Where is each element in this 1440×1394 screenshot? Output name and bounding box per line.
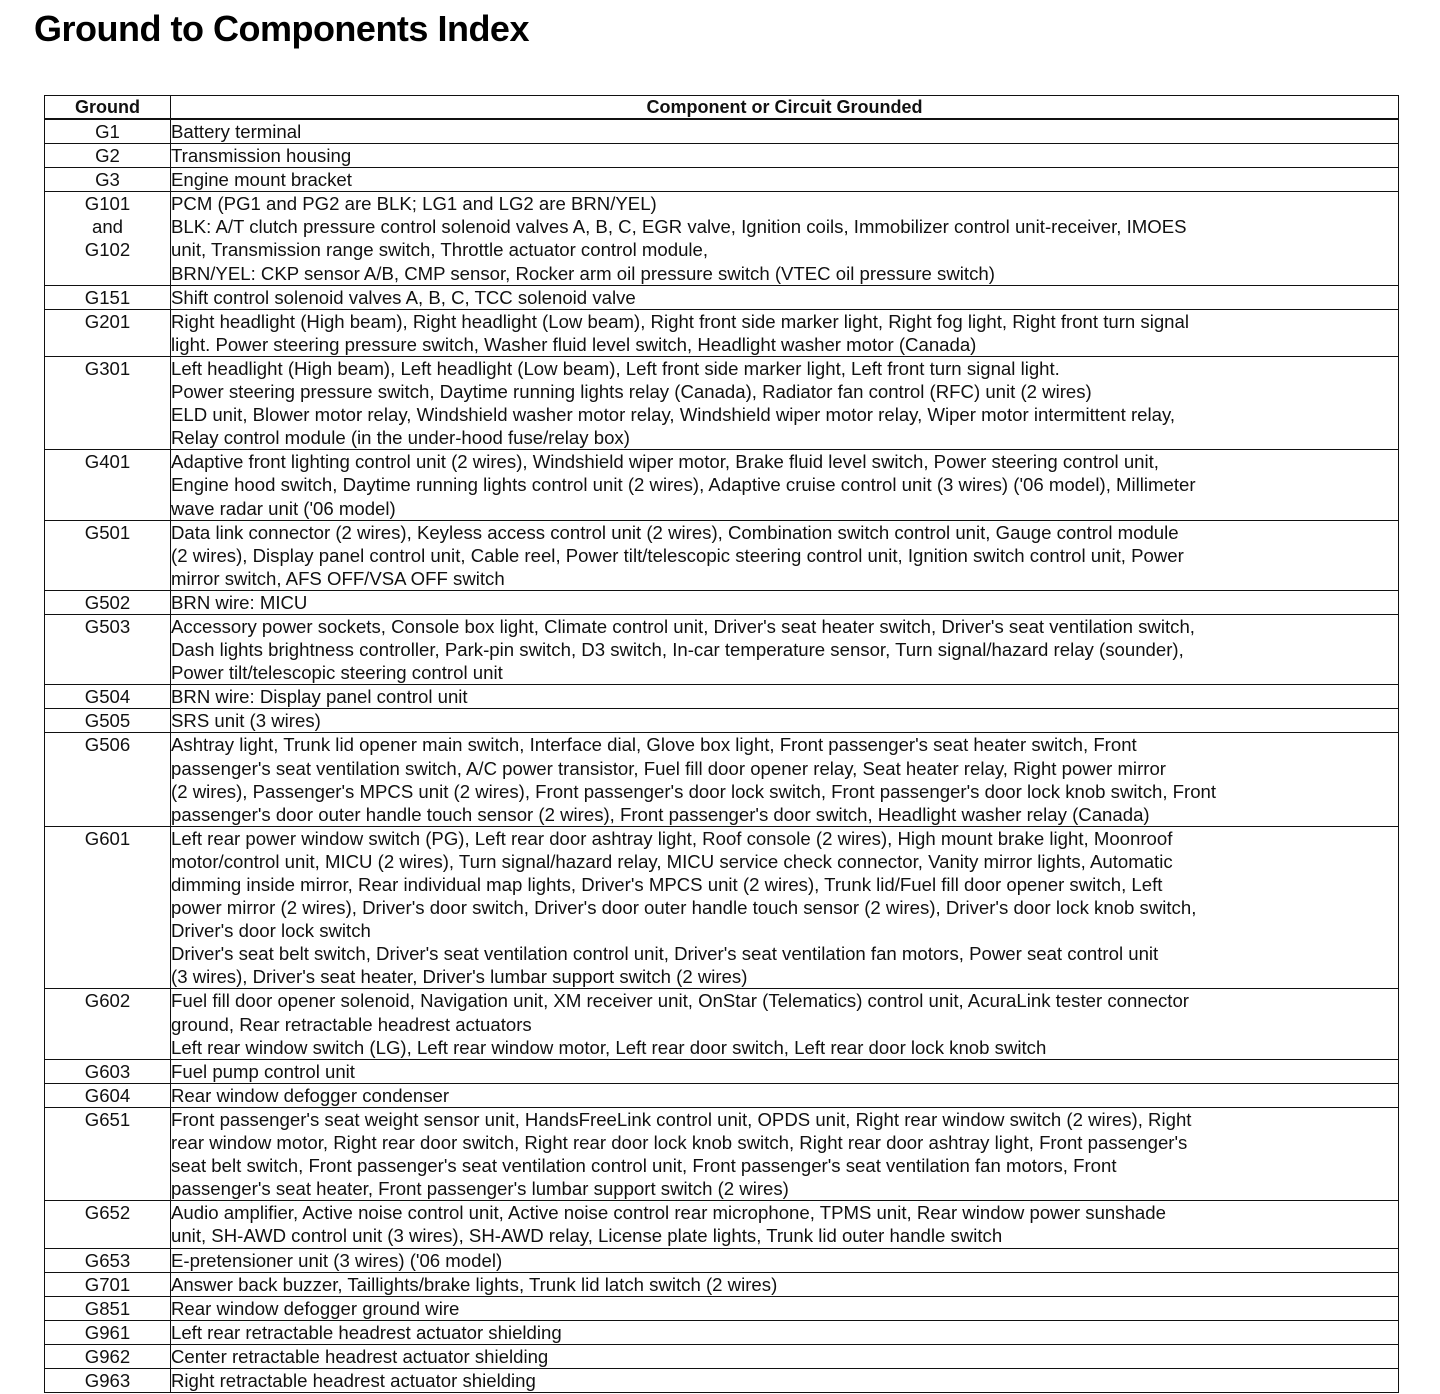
ground-id: G1 [95,121,120,142]
component-cell [171,144,1399,168]
table-row [45,356,1399,449]
component-text-line: Power steering pressure switch, Daytime running lights relay (Canada), Radiator fan control (RFC) unit (2 wires) [171,381,1092,403]
ground-id: G201 [84,310,131,332]
ground-cell [45,356,171,449]
ground-cell [45,1368,171,1392]
component-text-line: Ashtray light, Trunk lid opener main switch, Interface dial, Glove box light, Front passenger's seat heater switch, Front [171,734,1137,756]
ground-id: G653 [84,1249,131,1271]
ground-id: G401 [84,451,131,473]
page-title: Ground to Components Index [34,8,529,49]
ground-index-table [44,95,1399,1393]
ground-id: G502 [84,591,131,613]
table-row [45,192,1399,285]
ground-cell [45,1201,171,1248]
ground-id: G851 [84,1297,131,1319]
ground-cell [45,192,171,285]
component-cell [171,989,1399,1059]
ground-cell [45,1320,171,1344]
component-cell [171,1248,1399,1272]
component-text-line: Battery terminal [171,121,302,142]
component-text-line: Rear window defogger condenser [171,1084,450,1106]
ground-id: G101 [84,193,131,215]
component-text-line: dimming inside mirror, Rear individual map lights, Driver's MPCS unit (2 wires), Trunk lid/Fuel fill door opener switch, Left [171,874,1163,895]
ground-cell [45,1296,171,1320]
ground-cell [45,590,171,614]
component-cell [171,285,1399,309]
table-row [45,1083,1399,1107]
ground-id: G701 [84,1273,131,1295]
component-text-line: (2 wires), Display panel control unit, Cable reel, Power tilt/telescopic steering control unit, Ignition switch control unit, Power [171,544,1184,566]
ground-cell [45,450,171,520]
component-text-line: BLK: A/T clutch pressure control solenoid valves A, B, C, EGR valve, Ignition coils, Immobilizer control unit-receiver, IMOES [171,216,1187,238]
ground-id: G2 [95,145,120,167]
component-text-line: wave radar unit ('06 model) [171,497,396,519]
component-cell [171,119,1399,144]
component-text-line: Engine mount bracket [171,169,352,191]
component-text-line: Audio amplifier, Active noise control unit, Active noise control rear microphone, TPMS unit, Rear window power sunshade [171,1202,1166,1224]
component-text-line: Right retractable headrest actuator shielding [171,1369,536,1391]
component-text-line: Left rear power window switch (PG), Left rear door ashtray light, Roof console (2 wires), High mount brake light, Moonroof [171,827,1173,849]
component-text-line: Relay control module (in the under-hood fuse/relay box) [171,427,630,449]
component-text-line: Accessory power sockets, Console box light, Climate control unit, Driver's seat heater switch, Driver's seat ventilation switch, [171,615,1195,637]
table-row [45,309,1399,356]
ground-column-header: Ground [45,96,171,120]
ground-id: G503 [84,615,131,637]
component-text-line: Fuel fill door opener solenoid, Navigation unit, XM receiver unit, OnStar (Telematics) control unit, AcuraLink tester connector [171,990,1189,1012]
component-text-line: E-pretensioner unit (3 wires) ('06 model) [171,1249,503,1271]
ground-cell [45,1248,171,1272]
table-row [45,590,1399,614]
table-row [45,168,1399,192]
component-cell [171,1344,1399,1368]
component-text-line: Center retractable headrest actuator shielding [171,1345,549,1367]
table-row [45,144,1399,168]
table-row [45,285,1399,309]
component-text-line: Answer back buzzer, Taillights/brake lights, Trunk lid latch switch (2 wires) [171,1273,778,1295]
component-text-line: seat belt switch, Front passenger's seat ventilation control unit, Front passenger's seat ventilation fan motors, Front [171,1155,1117,1177]
ground-cell [45,1059,171,1083]
ground-cell [45,989,171,1059]
component-text-line: Power tilt/telescopic steering control unit [171,662,503,684]
table-row [45,1368,1399,1392]
table-row [45,1059,1399,1083]
component-text-line: Front passenger's seat weight sensor unit, HandsFreeLink control unit, OPDS unit, Right rear window switch (2 wires), Right [171,1108,1192,1130]
component-cell [171,356,1399,449]
component-text-line: PCM (PG1 and PG2 are BLK; LG1 and LG2 are BRN/YEL) [171,193,657,215]
ground-cell [45,285,171,309]
component-text-line: Driver's seat belt switch, Driver's seat ventilation control unit, Driver's seat ventilation fan motors, Power seat control unit [171,943,1159,965]
component-text-line: passenger's seat ventilation switch, A/C power transistor, Fuel fill door opener relay, Seat heater relay, Right power mirror [171,757,1166,779]
table-row [45,614,1399,684]
ground-id: G601 [84,827,131,849]
component-cell [171,1368,1399,1392]
component-text-line: Left headlight (High beam), Left headlight (Low beam), Left front side marker light, Left front turn signal light. [171,357,1060,379]
component-column-header: Component or Circuit Grounded [171,96,1399,120]
component-text-line: BRN wire: Display panel control unit [171,686,468,708]
ground-cell [45,709,171,733]
table-row [45,1320,1399,1344]
component-text-line: Data link connector (2 wires), Keyless access control unit (2 wires), Combination switch control unit, Gauge control module [171,521,1179,543]
ground-id: G301 [84,357,131,379]
component-cell [171,733,1399,826]
ground-id: G3 [95,169,120,191]
ground-id: and [91,216,124,238]
ground-cell [45,1344,171,1368]
component-text-line: power mirror (2 wires), Driver's door switch, Driver's door outer handle touch sensor (2 wires), Driver's door lock knob switch, [171,897,1197,919]
component-cell [171,450,1399,520]
ground-cell [45,309,171,356]
table-row [45,733,1399,826]
ground-cell [45,520,171,590]
component-text-line: Engine hood switch, Daytime running lights control unit (2 wires), Adaptive cruise control unit (3 wires) ('06 model), Millimeter [171,474,1196,496]
component-text-line: unit, SH-AWD control unit (3 wires), SH-AWD relay, License plate lights, Trunk lid outer handle switch [171,1225,1003,1247]
table-row [45,1272,1399,1296]
ground-id: G602 [84,990,131,1012]
component-cell [171,685,1399,709]
ground-cell [45,119,171,144]
ground-id: G651 [84,1108,131,1130]
component-text-line: Left rear window switch (LG), Left rear window motor, Left rear door switch, Left rear door lock knob switch [171,1036,1047,1058]
ground-cell [45,733,171,826]
ground-id: G151 [84,286,131,308]
component-text-line: ground, Rear retractable headrest actuators [171,1013,532,1035]
component-cell [171,1320,1399,1344]
ground-id: G604 [84,1084,131,1106]
ground-id: G962 [84,1345,131,1367]
component-cell [171,309,1399,356]
ground-id: G506 [84,734,131,756]
component-cell [171,614,1399,684]
table-row [45,826,1399,989]
ground-cell [45,168,171,192]
ground-id: G505 [84,710,131,732]
table-row [45,520,1399,590]
table-row [45,685,1399,709]
component-text-line: Driver's door lock switch [171,920,371,942]
component-cell [171,1201,1399,1248]
component-text-line: Fuel pump control unit [171,1060,355,1082]
component-cell [171,709,1399,733]
component-cell [171,1059,1399,1083]
component-cell [171,168,1399,192]
table-row [45,1248,1399,1272]
component-text-line: Adaptive front lighting control unit (2 wires), Windshield wiper motor, Brake fluid level switch, Power steering control unit, [171,451,1159,473]
ground-cell [45,614,171,684]
table-row [45,989,1399,1059]
table-row [45,1201,1399,1248]
component-cell [171,1083,1399,1107]
component-text-line: mirror switch, AFS OFF/VSA OFF switch [171,567,505,589]
component-cell [171,192,1399,285]
ground-id: G603 [84,1060,131,1082]
component-text-line: motor/control unit, MICU (2 wires), Turn signal/hazard relay, MICU service check connector, Vanity mirror lights, Automatic [171,850,1173,872]
component-text-line: SRS unit (3 wires) [171,710,321,732]
component-text-line: Left rear retractable headrest actuator shielding [171,1321,562,1343]
component-text-line: BRN wire: MICU [171,591,308,613]
table-row [45,1296,1399,1320]
component-text-line: unit, Transmission range switch, Throttle actuator control module, [171,239,709,261]
ground-cell [45,1107,171,1200]
component-cell [171,1107,1399,1200]
ground-cell [45,685,171,709]
ground-id: G102 [84,239,131,261]
component-cell [171,1296,1399,1320]
component-text-line: passenger's seat heater, Front passenger's lumbar support switch (2 wires) [171,1178,789,1200]
ground-cell [45,1272,171,1296]
component-text-line: Right headlight (High beam), Right headlight (Low beam), Right front side marker light, Right fog light, Right front turn signal [171,310,1189,332]
table-row [45,1107,1399,1200]
table-row [45,1344,1399,1368]
table-header-row [45,96,1399,120]
component-text-line: (2 wires), Passenger's MPCS unit (2 wires), Front passenger's door lock switch, Front passenger's door lock knob switch, Front [171,780,1217,802]
ground-id: G961 [84,1321,131,1343]
table-body [45,119,1399,1393]
component-text-line: Dash lights brightness controller, Park-pin switch, D3 switch, In-car temperature sensor, Turn signal/hazard relay (sounder), [171,639,1184,661]
component-text-line: BRN/YEL: CKP sensor A/B, CMP sensor, Rocker arm oil pressure switch (VTEC oil pressure switch) [171,262,995,284]
ground-cell [45,144,171,168]
component-cell [171,520,1399,590]
ground-id: G963 [84,1369,131,1391]
table-row [45,709,1399,733]
ground-cell [45,826,171,989]
component-text-line: Rear window defogger ground wire [171,1297,460,1319]
component-cell [171,1272,1399,1296]
component-text-line: ELD unit, Blower motor relay, Windshield washer motor relay, Windshield wiper motor relay, Wiper motor intermittent relay, [171,404,1176,426]
ground-id: G504 [84,686,131,708]
component-text-line: Shift control solenoid valves A, B, C, TCC solenoid valve [171,286,636,308]
table-row [45,450,1399,520]
component-text-line: rear window motor, Right rear door switch, Right rear door lock knob switch, Right rear door ashtray light, Front passenger's [171,1132,1188,1154]
component-text-line: light. Power steering pressure switch, Washer fluid level switch, Headlight washer motor (Canada) [171,333,977,355]
ground-id: G501 [84,521,131,543]
ground-id: G652 [84,1202,131,1224]
component-cell [171,826,1399,989]
table-row [45,119,1399,144]
component-text-line: passenger's door outer handle touch sensor (2 wires), Front passenger's door switch, Headlight washer relay (Canada) [171,803,1150,825]
component-text-line: (3 wires), Driver's seat heater, Driver's lumbar support switch (2 wires) [171,966,748,988]
ground-cell [45,1083,171,1107]
component-text-line: Transmission housing [171,145,352,167]
component-cell [171,590,1399,614]
